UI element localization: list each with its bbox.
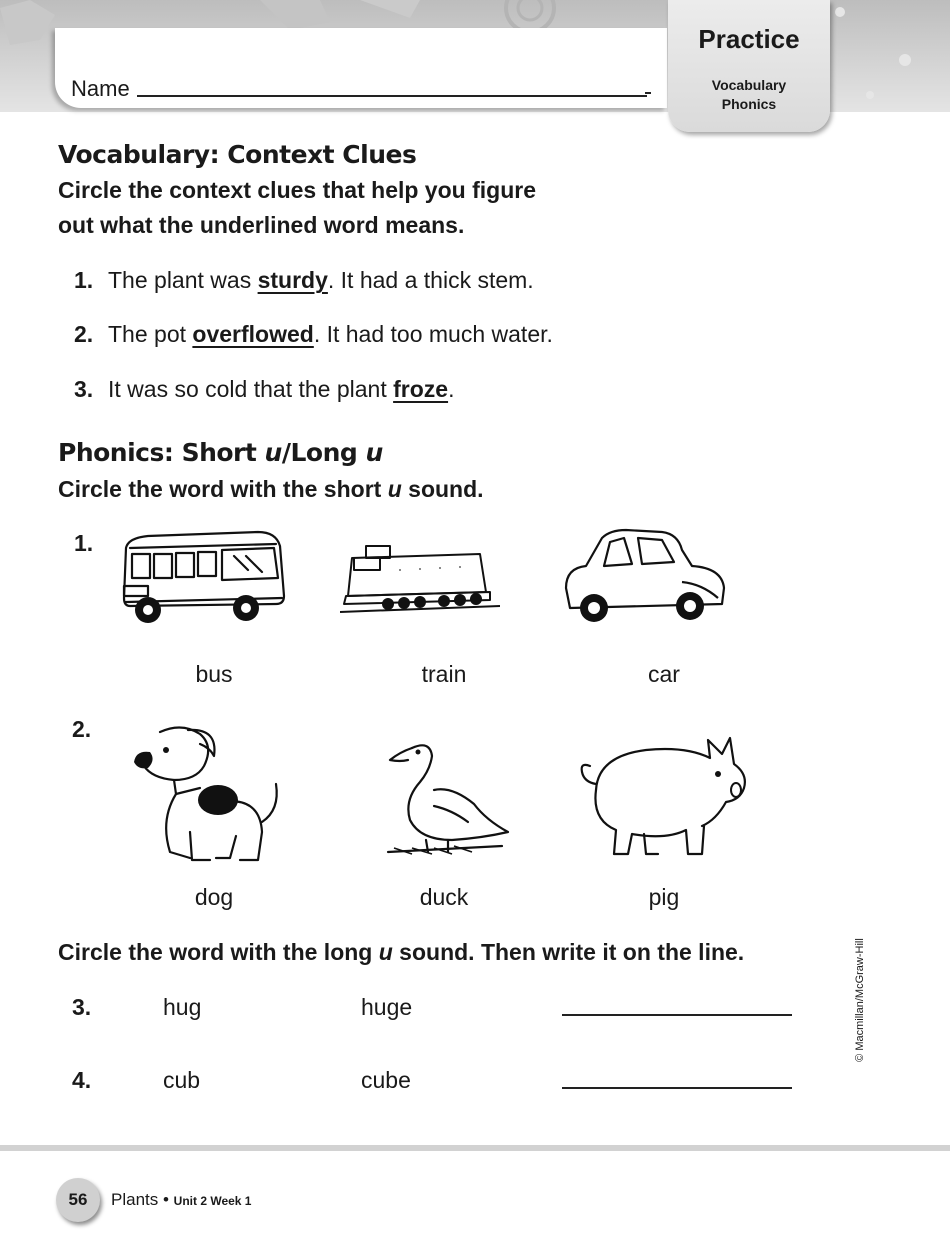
item-number: 2. [74, 321, 94, 347]
word-choice-huge[interactable]: huge [361, 994, 413, 1020]
sentence-text[interactable]: It was so cold that the plant [108, 376, 394, 402]
sentence-text[interactable]: The pot [108, 321, 193, 347]
phonics-long-instruction: Circle the word with the long u sound. Then write it on the line. [58, 939, 745, 965]
vocabulary-instruction-line1: Circle the context clues that help you figure [58, 177, 536, 203]
train-picture[interactable] [340, 540, 500, 618]
item-number: 1. [74, 267, 94, 293]
footer-text [111, 1190, 251, 1210]
answer-line[interactable] [562, 1087, 792, 1089]
dog-picture[interactable] [130, 722, 284, 870]
page-number-badge: 56 [56, 1178, 100, 1222]
picture-row-number: 1. [74, 530, 94, 556]
picture-label-dog[interactable]: dog [194, 884, 234, 910]
bus-picture[interactable] [118, 526, 290, 630]
answer-line[interactable] [562, 1014, 792, 1016]
name-label: Name [71, 76, 130, 101]
practice-tab [668, 0, 830, 132]
vocab-item [74, 321, 553, 348]
picture-label-duck[interactable]: duck [419, 884, 469, 910]
name-write-line[interactable] [137, 95, 647, 97]
underlined-word[interactable]: overflowed [192, 321, 314, 347]
vocab-item [74, 376, 454, 403]
name-line-end [645, 92, 651, 94]
practice-title: Practice [698, 24, 800, 54]
pair-number: 3. [72, 994, 92, 1020]
pair-number: 4. [72, 1067, 92, 1093]
item-number: 3. [74, 376, 94, 402]
footer-unit: Unit 2 Week 1 [173, 1194, 252, 1208]
skill-vocabulary: Vocabulary [711, 77, 787, 93]
word-choice-hug[interactable]: hug [163, 994, 202, 1020]
footer-bullet: • [162, 1190, 169, 1209]
word-choice-cub[interactable]: cub [163, 1067, 201, 1093]
vocab-item [74, 267, 534, 294]
picture-row-number: 2. [72, 716, 92, 742]
copyright-notice: © Macmillan/McGraw-Hill [854, 938, 866, 1062]
underlined-word[interactable]: sturdy [257, 267, 328, 293]
duck-picture[interactable] [382, 740, 512, 862]
picture-label-pig[interactable]: pig [648, 884, 680, 910]
vocabulary-instruction-line2: out what the underlined word means. [58, 212, 465, 238]
vocabulary-title: Vocabulary: Context Clues [58, 140, 417, 169]
sentence-text[interactable]: . It had too much water. [313, 321, 553, 347]
underlined-word[interactable]: froze [393, 376, 449, 402]
footer-divider [0, 1145, 950, 1151]
picture-label-bus[interactable]: bus [195, 661, 233, 687]
picture-label-train[interactable]: train [421, 661, 467, 687]
sentence-text[interactable]: . It had a thick stem. [327, 267, 534, 293]
picture-label-car[interactable]: car [648, 661, 680, 687]
pig-picture[interactable] [576, 730, 748, 862]
word-choice-cube[interactable]: cube [361, 1067, 411, 1093]
car-picture[interactable] [562, 528, 728, 628]
sentence-text[interactable]: The plant was [108, 267, 258, 293]
footer-theme: Plants [111, 1190, 159, 1209]
skill-phonics: Phonics [721, 96, 777, 112]
sentence-text[interactable]: . [448, 376, 455, 402]
phonics-short-instruction: Circle the word with the short u sound. [58, 476, 484, 502]
name-box [55, 28, 667, 108]
phonics-title: Phonics: Short u/Long u [58, 438, 383, 467]
